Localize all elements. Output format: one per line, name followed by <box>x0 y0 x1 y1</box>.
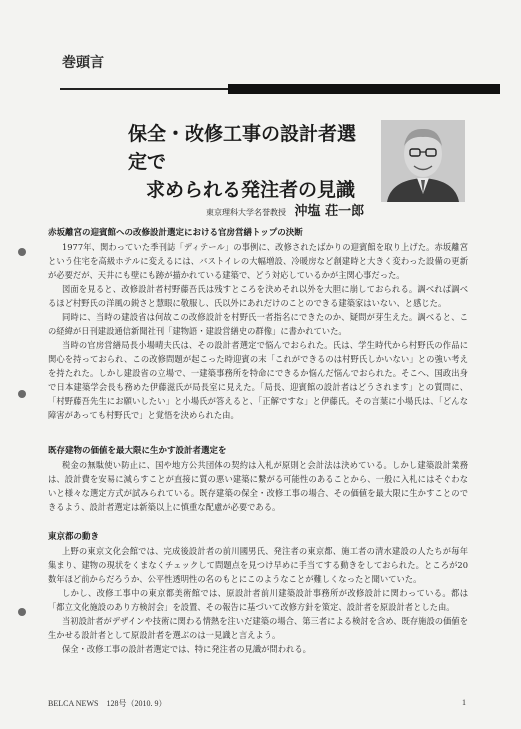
body-paragraph: 保全・改修工事の設計者選定では、特に発注者の見識が問われる。 <box>62 644 311 654</box>
body-paragraph: 当時の官房営繕局長小場晴夫氏は、その設計者選定で悩んでおられた。氏は、学生時代から村野氏の作品に関心を持っておられ、この改修問題が起こった時迎賓の末「これができるのは村野氏しかいない」との強い考えを持たれた。しかし建設省の立場で、一建築事務所を特命にできるか悩んだ悩んでおられた。そこへ、国政出身で日本建築学会長も務めた伊藤滋氏が局長室に見えた。「局長、迎賓館の設計者はどうされます」との質問に、「村野藤吾先生にお願いしたい」と小場氏が答えると、「正解ですな」と伊藤氏。その言葉に小場氏は、「どんな障害があっても村野氏で」と覚悟を決められた由。 <box>48 340 468 421</box>
author-byline <box>206 200 364 219</box>
body-paragraph: 当初設計者がデザインや技術に関わる情熱を注いだ建築の場合、第三者による検討を含め、既存施設の価値を生かせる設計者として原設計者を選ぶのは一見識と言えよう。 <box>48 616 468 641</box>
header-rule-bar <box>228 84 500 94</box>
author-affiliation: 東京理科大学名誉教授 <box>206 208 286 217</box>
page-number: 1 <box>462 698 466 707</box>
punch-hole <box>18 390 26 398</box>
punch-hole <box>18 248 26 256</box>
body-paragraph: しかし、改修工事中の東京都美術館では、原設計者前川建築設計事務所が改修設計に関わっている。都は「都立文化施設のあり方検討会」を設置、その報告に基づいて改修方針を策定、設計者を原設計者とした由。 <box>48 588 468 613</box>
punch-hole <box>18 608 26 616</box>
publication-footer: BELCA NEWS 128号（2010. 9） <box>48 699 167 708</box>
body-paragraph: 図面を見ると、改修設計者村野藤吾氏は残すところを決めそれ以外を大胆に崩しておられる。調べれば調べるほど村野氏の洋風の鋭さと慧眼に敬服し、氏以外にあれだけのことのできる建築家はいない、と感じた。 <box>48 284 468 309</box>
body-paragraph: 同時に、当時の建設省は何故この改修設計を村野氏一者指名にできたのか、疑問が芽生えた。調べると、この経緯が日刊建設通信新聞社刊「建物語・建設営繕史の群像」に書かれていた。 <box>48 312 468 337</box>
body-paragraph: 1977年、関わっていた季刊誌「ディテール」の事例に、改修されたばかりの迎賓館を取り上げた。赤坂離宮という住宅を高級ホテルに変えるには、バストイレの大幅増設、冷暖房など創建時と大きく変わった設備の更新が必要だが、天井にも壁にも跡が描かれている建築で、どう対応しているかが主関心事だった。 <box>48 242 468 281</box>
title-line-1: 保全・改修工事の設計者選定で <box>128 123 357 173</box>
body-paragraph: 税金の無駄使い防止に、国や地方公共団体の契約は入札が原則と会計法は決めている。しかし建築設計業務は、設計費を安易に減らすことが直接に質の悪い建築に繋がる可能性のあることから、一般に入札にはそぐわないと様々な選定方式が試みられている。既存建築の保全・改修工事の場合、その価値を最大限に生かすことのできるよう、設計者選定は新築以上に慎重な配慮が必要である。 <box>48 460 468 513</box>
section-heading: 東京都の動き <box>48 532 100 542</box>
author-name: 沖塩 荘一郎 <box>294 204 365 219</box>
section-heading: 既存建物の価値を最大限に生かす設計者選定を <box>48 446 227 456</box>
body-paragraph: 上野の東京文化会館では、完成後設計者の前川國男氏、発注者の東京都、施工者の清水建設の人たちが毎年集まり、建物の現状をくまなくチェックして問題点を見つけ早めに手当てする動きをしておられた。ところが20数年ほど前からだろうか、公平性透明性の名のもとにこのようなことが難しくなったと聞いていた。 <box>48 546 468 585</box>
title-line-2: 求められる発注者の見識 <box>146 179 356 201</box>
section-heading: 赤坂離宮の迎賓館への改修設計選定における官房営繕トップの決断 <box>48 228 303 238</box>
author-portrait <box>381 120 465 202</box>
article-title <box>128 120 368 204</box>
section-label: 巻頭言 <box>62 55 104 71</box>
